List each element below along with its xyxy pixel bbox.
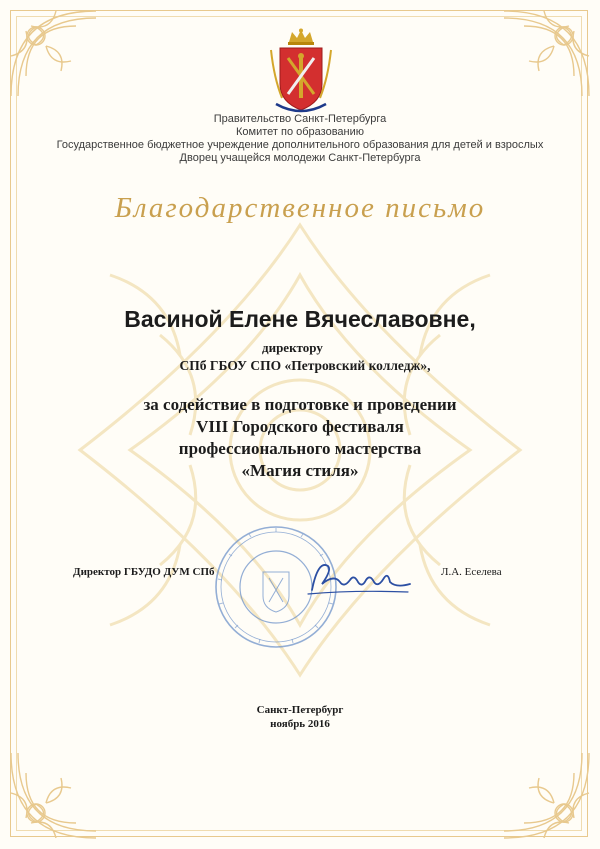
coat-of-arms-icon	[268, 28, 334, 114]
reason-line: за содействие в подготовке и проведении	[143, 395, 457, 414]
signatory-name: Л.А. Еселева	[441, 566, 502, 578]
reason-line: «Магия стиля»	[241, 461, 359, 480]
footer-date: ноябрь 2016	[270, 718, 330, 730]
signatory-position: Директор ГБУДО ДУМ СПб	[73, 566, 215, 578]
header-palace: Дворец учащейся молодежи Санкт-Петербурга	[179, 152, 421, 164]
recipient-name: Васиной Елене Вячеславовне,	[124, 306, 476, 332]
handwritten-signature-icon	[304, 556, 416, 600]
footer-city: Санкт-Петербург	[256, 704, 344, 716]
document-title: Благодарственное письмо	[114, 192, 486, 224]
header-government: Правительство Санкт-Петербурга	[213, 113, 387, 125]
corner-ornament-icon	[6, 6, 101, 101]
issuer-header	[0, 113, 600, 165]
corner-ornament-icon	[6, 748, 101, 843]
recipient-organization: СПб ГБОУ СПО «Петровский колледж»,	[179, 358, 431, 373]
reason-line: VIII Городского фестиваля	[196, 417, 404, 436]
gratitude-reason	[0, 394, 600, 482]
header-institution: Государственное бюджетное учреждение дополнительного образования для детей и взрослых	[56, 139, 544, 151]
place-and-date	[0, 703, 600, 731]
recipient-role: директору	[262, 340, 323, 355]
corner-ornament-icon	[499, 748, 594, 843]
header-committee: Комитет по образованию	[236, 126, 364, 138]
reason-line: профессионального мастерства	[178, 439, 422, 458]
corner-ornament-icon	[499, 6, 594, 101]
